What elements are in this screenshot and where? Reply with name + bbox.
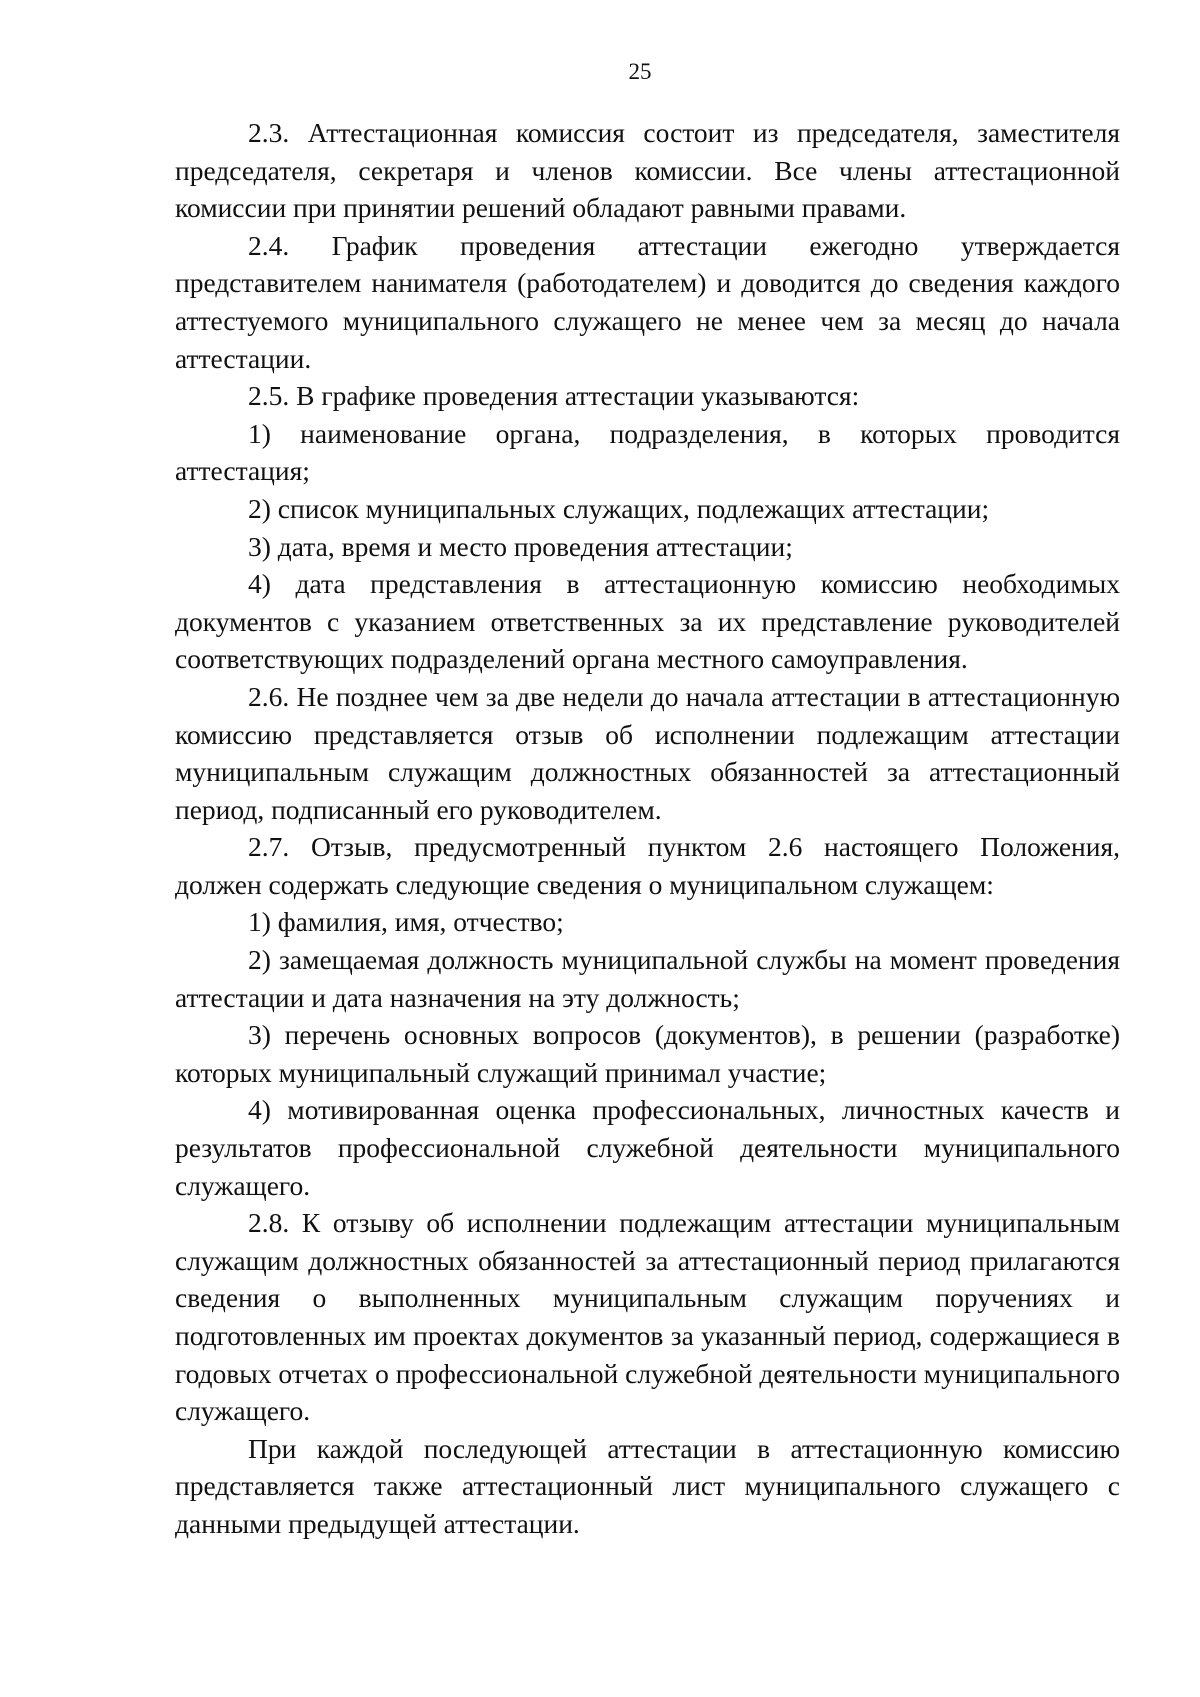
paragraph-2-4: 2.4. График проведения аттестации ежегодно утверждается представителем нанимателя (работодателем) и доводится до сведения каждого аттестуемого муниципального служащего не менее чем за месяц до начала аттестации. (175, 229, 1120, 374)
list-item-2-7-2: 2) замещаемая должность муниципальной службы на момент проведения аттестации и дата назначения на эту должность; (175, 944, 1120, 1013)
page-number: 25 (628, 59, 652, 84)
paragraph-2-5: 2.5. В графике проведения аттестации указываются: (248, 380, 860, 412)
paragraph-2-3: 2.3. Аттестационная комиссия состоит из председателя, заместителя председателя, секретаря и членов комиссии. Все члены аттестационной комиссии при принятии решений обладают равными правами. (175, 117, 1120, 224)
paragraph-2-8: 2.8. К отзыву об исполнении подлежащим аттестации муниципальным служащим должностных обязанностей за аттестационный период прилагаются сведения о выполненных муниципальным служащим поручениях и подготовленных им проектах документов за указанный период, содержащиеся в годовых отчетах о профессиональной служебной деятельности муниципального служащего. (175, 1207, 1120, 1427)
paragraph-2-7: 2.7. Отзыв, предусмотренный пунктом 2.6 настоящего Положения, должен содержать следующие сведения о муниципальном служащем: (175, 831, 1120, 900)
document-body (175, 114, 1120, 1543)
list-item-2-5-2: 2) список муниципальных служащих, подлежащих аттестации; (248, 492, 990, 524)
list-item-2-7-1: 1) фамилия, имя, отчество; (248, 906, 564, 938)
paragraph-2-6: 2.6. Не позднее чем за две недели до начала аттестации в аттестационную комиссию представляется отзыв об исполнении подлежащим аттестации муниципальным служащим должностных обязанностей за аттестационный период, подписанный его руководителем. (175, 680, 1120, 825)
list-item-2-5-4: 4) дата представления в аттестационную комиссию необходимых документов с указанием ответственных за их представление руководителей соответствующих подразделений органа местного самоуправления. (175, 568, 1120, 675)
paragraph-2-8-continued: При каждой последующей аттестации в аттестационную комиссию представляется также аттестационный лист муниципального служащего с данными предыдущей аттестации. (175, 1432, 1120, 1539)
list-item-2-5-3: 3) дата, время и место проведения аттестации; (248, 530, 793, 562)
list-item-2-5-1: 1) наименование органа, подразделения, в которых проводится аттестация; (175, 417, 1120, 487)
list-item-2-7-3: 3) перечень основных вопросов (документов), в решении (разработке) которых муниципальный служащий принимал участие; (175, 1019, 1120, 1088)
list-item-2-7-4: 4) мотивированная оценка профессиональных, личностных качеств и результатов профессиональной служебной деятельности муниципального служащего. (175, 1094, 1120, 1201)
